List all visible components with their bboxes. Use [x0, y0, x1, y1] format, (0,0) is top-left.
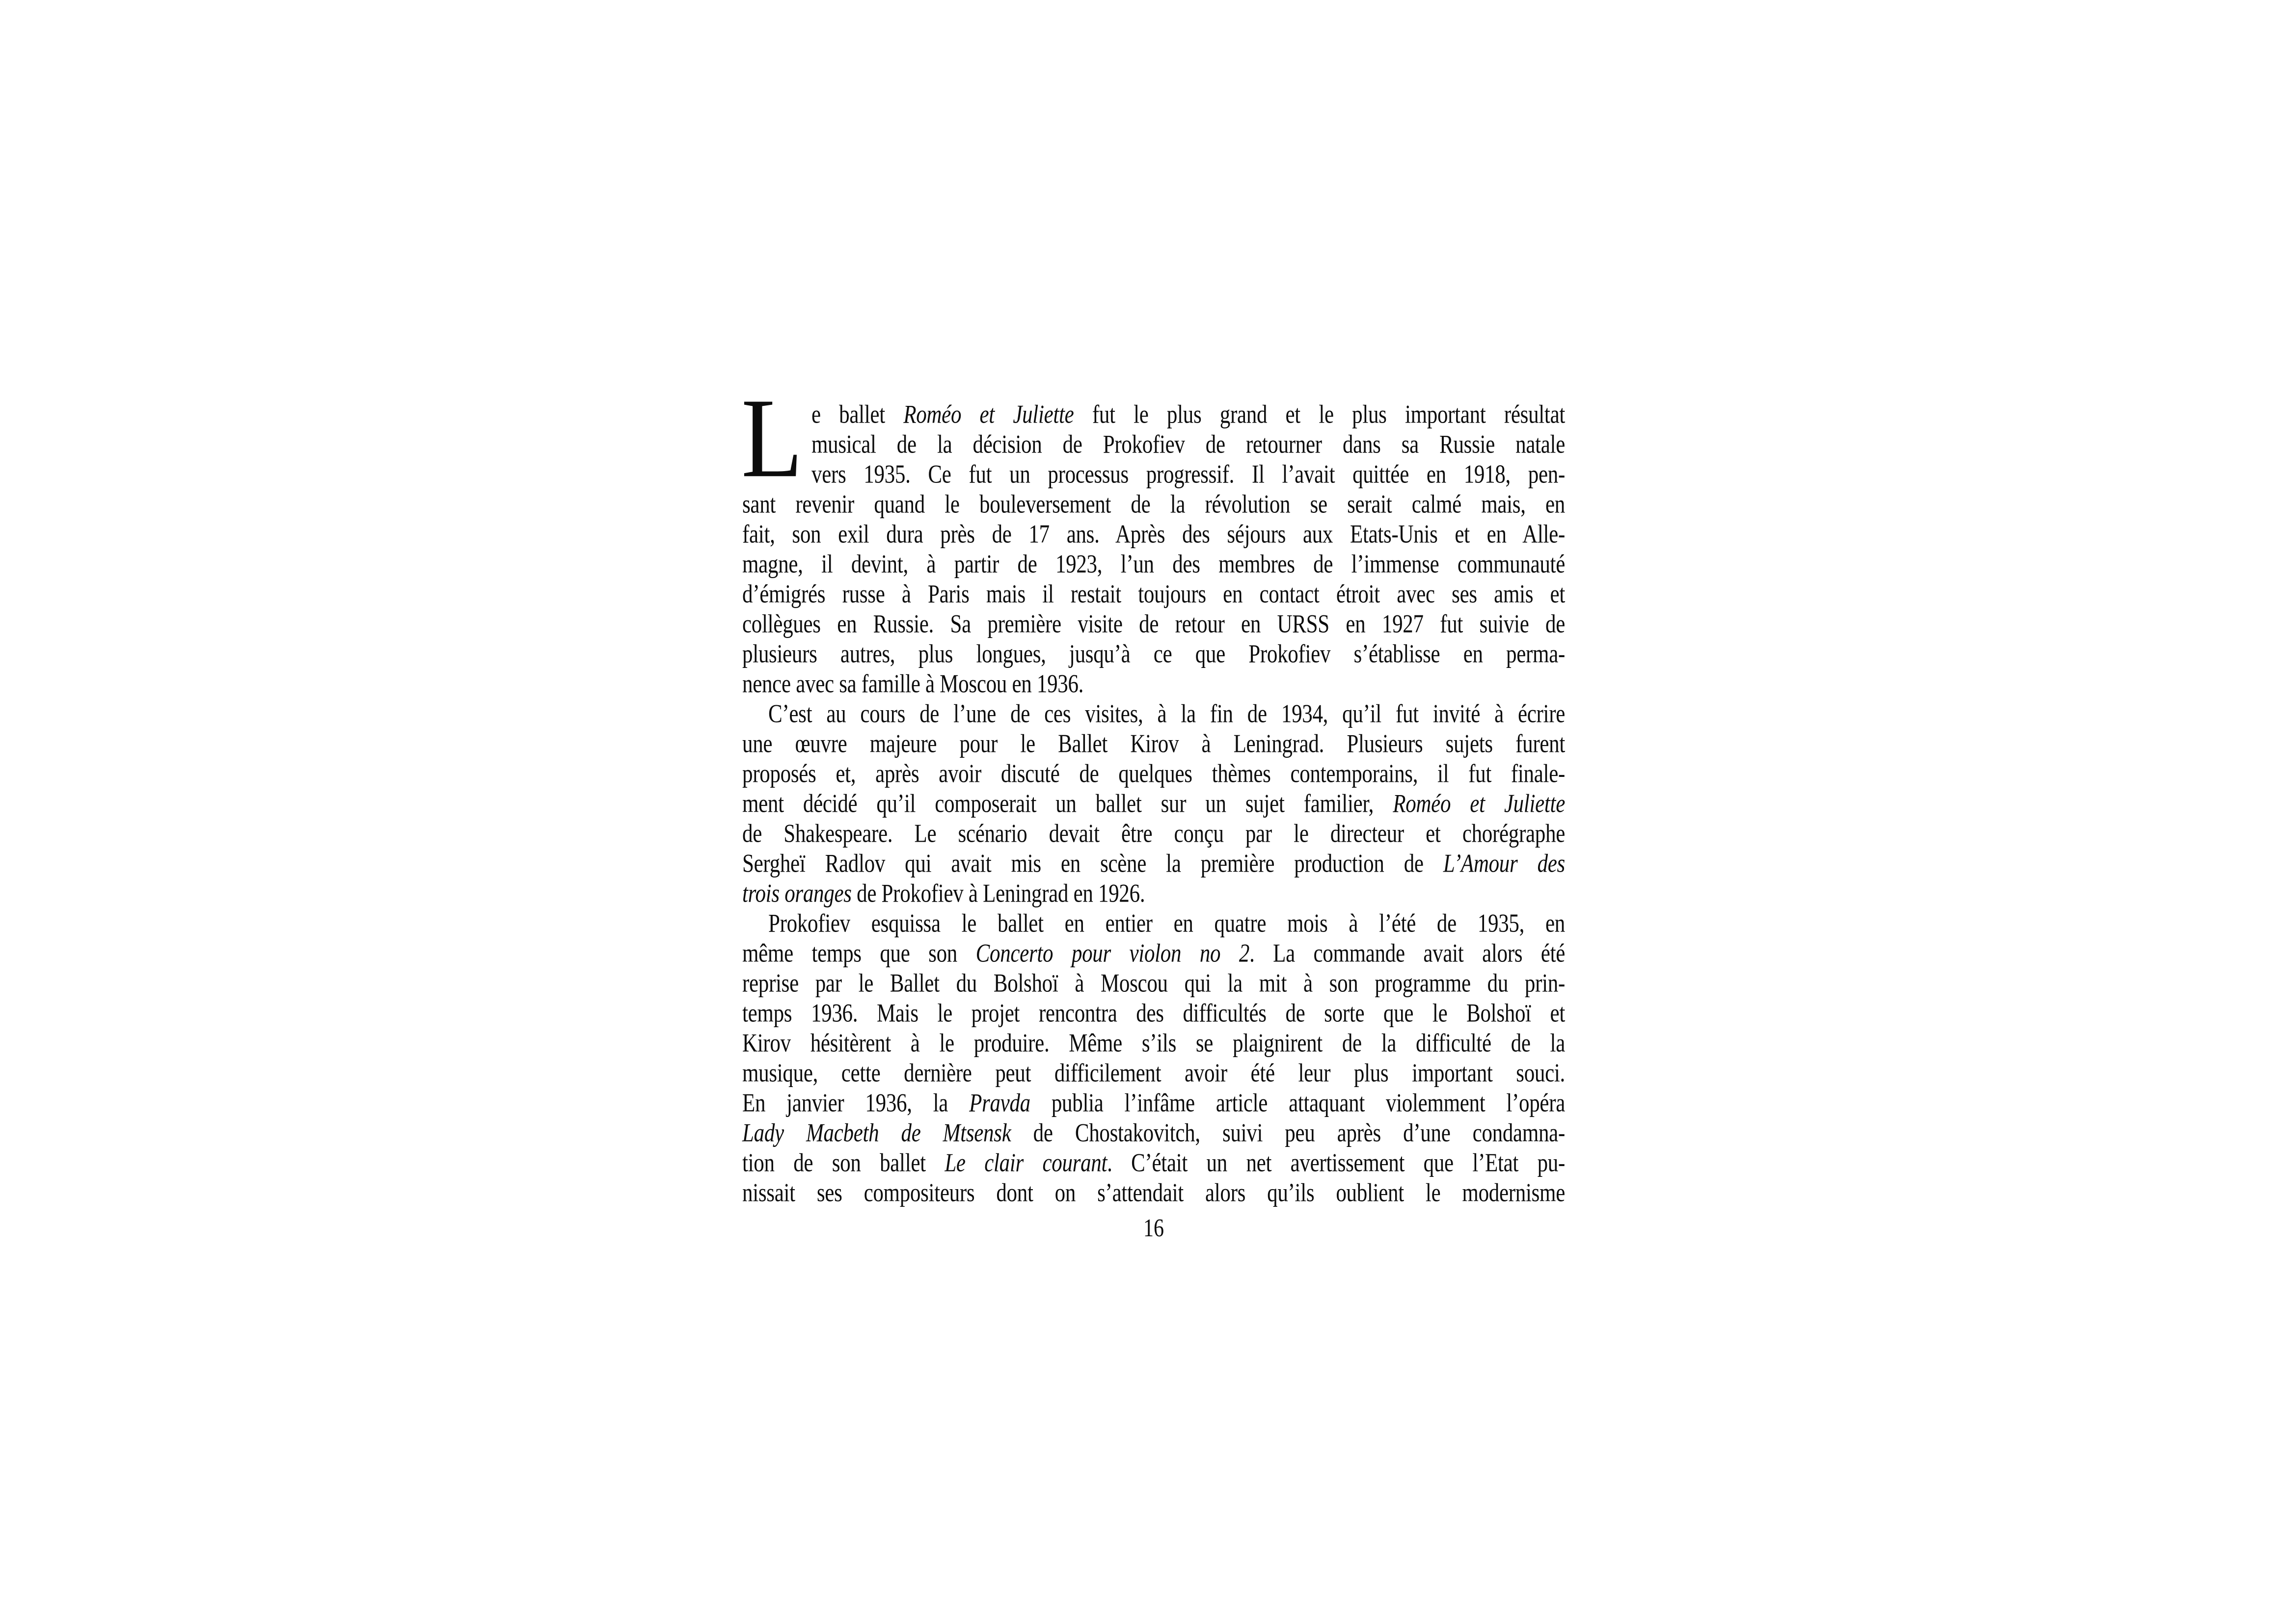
text-segment: de Shakespeare. Le scénario devait être conçu par le directeur et chorégraphe [742, 819, 1565, 848]
text-segment: En janvier 1936, la [742, 1089, 970, 1117]
text-segment: e ballet [811, 400, 904, 429]
text-line [742, 1174, 1565, 1211]
text-segment: magne, il devint, à partir de 1923, l’un des membres de l’immense communauté [742, 550, 1565, 579]
text-segment: tion de son ballet [742, 1148, 945, 1177]
text-segment: une œuvre majeure pour le Ballet Kirov à Leningrad. Plusieurs sujets furent [742, 729, 1565, 758]
italic-text-segment: Roméo et Juliette [1393, 789, 1565, 818]
text-segment: nissait ses compositeurs dont on s’attendait alors qu’ils oublient le modernisme [742, 1178, 1565, 1207]
italic-text-segment: Roméo et Juliette [903, 400, 1074, 429]
drop-cap: L [741, 375, 803, 502]
italic-text-segment: Lady Macbeth de Mtsensk [742, 1118, 1011, 1147]
body-text [742, 401, 1565, 1210]
italic-text-segment: Le clair courant [945, 1148, 1107, 1177]
text-segment: temps 1936. Mais le projet rencontra des difficultés de sorte que le Bolshoï et [742, 999, 1565, 1028]
text-segment: d’émigrés russe à Paris mais il restait toujours en contact étroit avec ses amis et [742, 580, 1565, 609]
text-segment: . La commande avait alors été [1249, 939, 1566, 968]
text-segment: C’est au cours de l’une de ces visites, à la fin de 1934, qu’il fut invité à écrire [768, 699, 1565, 728]
text-segment: reprise par le Ballet du Bolshoï à Moscou qui la mit à son programme du prin- [742, 969, 1565, 998]
text-segment: ment décidé qu’il composerait un ballet sur un sujet familier, [742, 789, 1393, 818]
page-number: 16 [1143, 1214, 1164, 1243]
text-segment: collègues en Russie. Sa première visite de retour en URSS en 1927 fut suivie de [742, 610, 1565, 639]
italic-text-segment: Pravda [969, 1089, 1030, 1117]
text-segment: sant revenir quand le bouleversement de la révolution se serait calmé mais, en [742, 490, 1565, 519]
text-segment: fait, son exil dura près de 17 ans. Après des séjours aux Etats-Unis et en Alle- [742, 520, 1565, 549]
text-segment: de Chostakovitch, suivi peu après d’une condamna- [1011, 1118, 1565, 1147]
text-segment: publia l’infâme article attaquant violemment l’opéra [1030, 1089, 1565, 1117]
text-segment: nence avec sa famille à Moscou en 1936. [742, 669, 1084, 698]
text-segment: . C’était un net avertissement que l’Etat pu- [1107, 1148, 1565, 1177]
italic-text-segment: L’Amour des [1443, 849, 1565, 878]
text-segment: de Prokofiev à Leningrad en 1926. [851, 879, 1145, 908]
text-segment: musique, cette dernière peut difficilement avoir été leur plus important souci. [742, 1059, 1565, 1088]
text-segment: Kirov hésitèrent à le produire. Même s’ils se plaignirent de la difficulté de la [742, 1029, 1565, 1058]
text-segment: même temps que son [742, 939, 976, 968]
text-column [741, 375, 1566, 1246]
text-segment: musical de la décision de Prokofiev de retourner dans sa Russie natale [811, 430, 1565, 459]
text-segment: Sergheï Radlov qui avait mis en scène la première production de [742, 849, 1443, 878]
text-segment: plusieurs autres, plus longues, jusqu’à ce que Prokofiev s’établisse en perma- [742, 639, 1565, 668]
italic-text-segment: Concerto pour violon no 2 [975, 939, 1250, 968]
text-segment: proposés et, après avoir discuté de quelques thèmes contemporains, il fut finale- [742, 759, 1565, 788]
text-segment: vers 1935. Ce fut un processus progressif. Il l’avait quittée en 1918, pen- [811, 460, 1565, 489]
text-segment: fut le plus grand et le plus important résultat [1074, 400, 1565, 429]
text-segment: Prokofiev esquissa le ballet en entier en quatre mois à l’été de 1935, en [768, 909, 1565, 938]
italic-text-segment: trois oranges [742, 879, 852, 908]
